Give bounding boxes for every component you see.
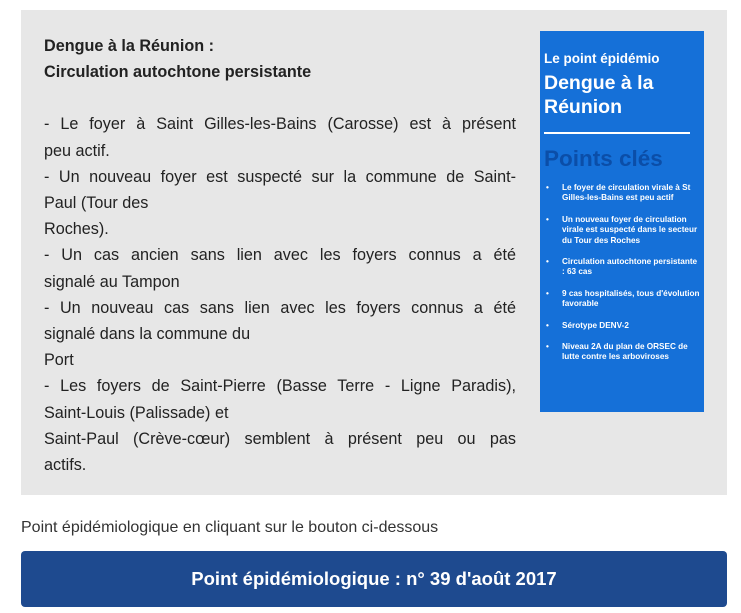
card-bullet-text: Sérotype DENV-2 bbox=[562, 320, 629, 330]
paragraph-line: - Le foyer à Saint Gilles-les-Bains (Carosse) est à présent bbox=[44, 115, 516, 134]
paragraph-line: signalé au Tampon bbox=[44, 272, 180, 291]
article-text bbox=[44, 33, 516, 478]
button-caption: Point épidémiologique en cliquant sur le bouton ci-dessous bbox=[21, 519, 439, 536]
paragraph-line: Saint-Louis (Palissade) et bbox=[44, 403, 229, 422]
paragraph-line: actifs. bbox=[44, 456, 87, 475]
paragraph-line: peu actif. bbox=[44, 141, 110, 160]
paragraph-line: - Les foyers de Saint-Pierre (Basse Terre - Ligne Paradis), bbox=[44, 377, 516, 396]
card-bullet bbox=[544, 321, 700, 331]
card-bullet bbox=[544, 215, 700, 246]
card-title: Dengue à la Réunion bbox=[544, 72, 654, 118]
bullet-icon: • bbox=[546, 257, 549, 267]
card-bullet-text: Le foyer de circulation virale à St Gilles-les-Bains est peu actif bbox=[562, 183, 691, 203]
epidemio-info-card[interactable] bbox=[540, 31, 704, 412]
paragraph-line: Paul (Tour des bbox=[44, 194, 149, 213]
bullet-icon: • bbox=[546, 320, 549, 330]
card-bullet-text: Niveau 2A du plan de ORSEC de lutte contre les arboviroses bbox=[562, 342, 688, 362]
bullet-icon: • bbox=[546, 214, 549, 224]
card-bullet bbox=[544, 257, 700, 278]
bullet-icon: • bbox=[546, 288, 549, 298]
card-kicker: Le point épidémio bbox=[544, 51, 660, 66]
paragraph-line: signalé dans la commune du bbox=[44, 325, 251, 344]
card-bullet-text: Un nouveau foyer de circulation virale est suspecté dans le secteur du Tour des Roches bbox=[562, 214, 698, 245]
epidemio-bulletin-button[interactable]: Point épidémiologique : n° 39 d'août 2017 bbox=[21, 551, 727, 607]
paragraph-line: - Un nouveau foyer est suspecté sur la commune de Saint- bbox=[44, 167, 516, 186]
paragraph-line: Port bbox=[44, 351, 74, 370]
spacer bbox=[44, 85, 516, 111]
paragraph-line: Roches). bbox=[44, 220, 109, 239]
headline-line-2: Circulation autochtone persistante bbox=[44, 63, 312, 82]
bullet-icon: • bbox=[546, 183, 549, 192]
card-bullet-list bbox=[544, 183, 700, 374]
bullet-icon: • bbox=[546, 342, 549, 352]
card-divider bbox=[544, 132, 690, 134]
paragraph-line: Saint-Paul (Crève-cœur) semblent à présent peu ou pas bbox=[44, 429, 516, 448]
paragraph-line: - Un nouveau cas sans lien avec les foyers connus a été bbox=[44, 298, 516, 317]
paragraph-line: - Un cas ancien sans lien avec les foyers connus a été bbox=[44, 246, 516, 265]
card-bullet-text: Circulation autochtone persistante : 63 cas bbox=[562, 257, 698, 277]
card-section-title: Points clés bbox=[544, 146, 663, 171]
card-bullet bbox=[544, 183, 700, 204]
card-bullet-text: 9 cas hospitalisés, tous d'évolution favorable bbox=[562, 288, 700, 309]
headline-line-1: Dengue à la Réunion : bbox=[44, 37, 214, 55]
card-bullet bbox=[544, 342, 700, 363]
card-bullet bbox=[544, 289, 700, 310]
article-panel bbox=[21, 10, 727, 495]
